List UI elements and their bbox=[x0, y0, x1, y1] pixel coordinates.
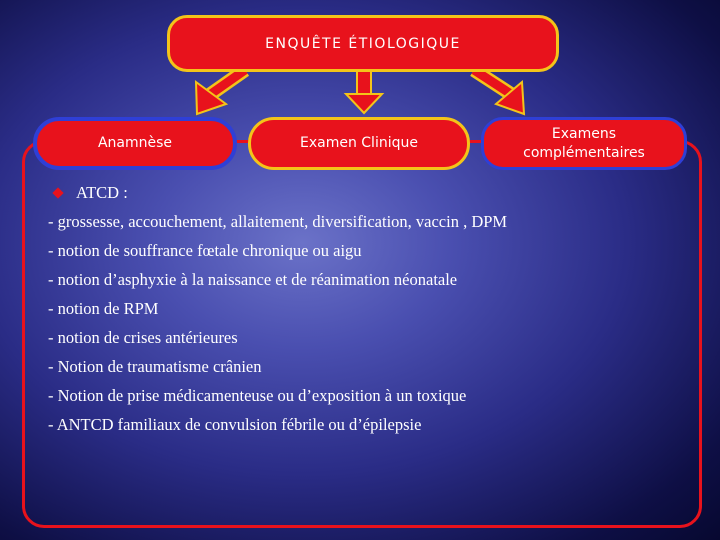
list-item: - ANTCD familiaux de convulsion fébrile ou d’épilepsie bbox=[48, 415, 422, 434]
list-item: - notion de crises antérieures bbox=[48, 328, 238, 347]
box-examens-complementaires bbox=[481, 117, 687, 170]
list-item: - Notion de prise médicamenteuse ou d’exposition à un toxique bbox=[48, 386, 467, 405]
list-heading bbox=[48, 178, 688, 207]
title-box bbox=[167, 15, 559, 72]
list-item: - grossesse, accouchement, allaitement, diversification, vaccin , DPM bbox=[48, 212, 508, 231]
list-item: - Notion de traumatisme crânien bbox=[48, 357, 262, 376]
box-anamnese bbox=[33, 117, 237, 170]
arrow-right bbox=[474, 70, 524, 114]
arrow-center bbox=[346, 70, 382, 113]
list-item: - notion d’asphyxie à la naissance et de réanimation néonatale bbox=[48, 270, 458, 289]
box-examen-clinique-label: Examen Clinique bbox=[300, 135, 418, 152]
content-list bbox=[48, 178, 688, 439]
box-examen-clinique bbox=[248, 117, 470, 170]
diamond-bullet-icon bbox=[52, 187, 63, 198]
list-item: - notion de souffrance fœtale chronique ou aigu bbox=[48, 241, 362, 260]
title-text: ENQUÊTE ÉTIOLOGIQUE bbox=[265, 35, 461, 52]
box-anamnese-label: Anamnèse bbox=[97, 135, 173, 152]
box-examens-complementaires-label: Examens complémentaires bbox=[523, 125, 645, 161]
arrow-left bbox=[196, 70, 245, 114]
list-item: - notion de RPM bbox=[48, 299, 159, 318]
heading-text: ATCD : bbox=[76, 183, 128, 202]
